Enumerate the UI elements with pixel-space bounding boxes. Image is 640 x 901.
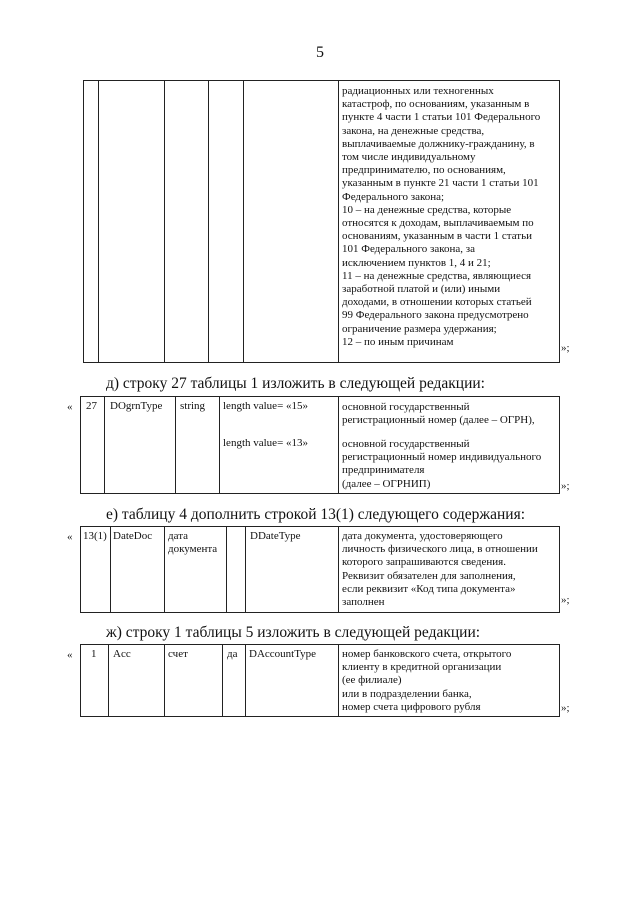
description-line: относятся к доходам, выплачиваемым по	[342, 217, 534, 230]
row-number: 1	[91, 648, 97, 660]
description-ogrn: основной государственный регистрационный номер (далее – ОГРН),	[342, 401, 535, 427]
description-line: ограничение размера удержания;	[342, 322, 497, 335]
description-line: том числе индивидуальному	[342, 151, 476, 164]
opening-quote: «	[67, 401, 73, 413]
closing-quote: »;	[561, 480, 570, 492]
field-name: DateDoc	[113, 530, 153, 542]
field-type: DAccountType	[249, 648, 317, 660]
description-line: выплачиваемые должнику-гражданину, в	[342, 137, 535, 150]
field-type: string	[180, 400, 206, 412]
field-type: DDateType	[250, 530, 301, 542]
page-number: 5	[316, 44, 324, 61]
description-line: доходами, в отношении которых статьей	[342, 296, 532, 309]
closing-quote: »;	[561, 342, 570, 354]
field-description: номер банковского счета, открытого клиенту в кредитной организации (ее филиале) или в подразделении банка, номер счета цифрового рубля	[342, 648, 512, 713]
description-line: 101 Федерального закона, за	[342, 243, 476, 256]
row-number: 27	[86, 400, 97, 412]
description-line: основаниям, указанным в части 1 статьи	[342, 230, 532, 243]
opening-quote: «	[67, 649, 73, 661]
field-name: Acc	[113, 648, 131, 660]
opening-quote: «	[67, 531, 73, 543]
closing-quote: »;	[561, 594, 570, 606]
field-name: DOgrnType	[110, 400, 163, 412]
description-line: указанным в пункте 21 части 1 статьи 101	[342, 177, 539, 190]
closing-quote: »;	[561, 702, 570, 714]
row-number: 13(1)	[83, 530, 107, 542]
description-line: закона, на денежные средства,	[342, 124, 485, 137]
section-d-heading: д) строку 27 таблицы 1 изложить в следующей редакции:	[106, 375, 485, 392]
section-e-heading: е) таблицу 4 дополнить строкой 13(1) следующего содержания:	[106, 506, 526, 523]
description-ogrnip: основной государственный регистрационный номер индивидуального предпринимателя (далее – ОГРНИП)	[342, 438, 542, 490]
section-zh-heading: ж) строку 1 таблицы 5 изложить в следующей редакции:	[106, 624, 481, 641]
description-line: 11 – на денежные средства, являющиеся	[342, 269, 532, 282]
description-line: 99 Федерального закона предусмотрено	[342, 309, 529, 322]
continuation-description-cell	[342, 85, 540, 349]
description-line: исключением пунктов 1, 4 и 21;	[342, 256, 491, 269]
description-line: Федерального закона;	[342, 190, 445, 203]
field-description: дата документа, удостоверяющего личность физического лица, в отношении которого запрашиваются сведения. Реквизит обязателен для заполнения, если реквизит «Код типа документа» заполнен	[342, 530, 538, 609]
description-line: пункте 4 части 1 статьи 101 Федерального	[342, 111, 541, 124]
description-line: предпринимателю, по основаниям,	[342, 164, 506, 177]
description-line: катастроф, по основаниям, указанным в	[342, 98, 530, 111]
restriction-13: length value= «13»	[223, 437, 309, 449]
restriction-15: length value= «15»	[223, 400, 309, 412]
description-line: радиационных или техногенных	[342, 85, 494, 97]
description-line: заработной платой и (или) иными	[342, 283, 501, 296]
required-flag: да	[227, 648, 238, 660]
field-label: счет	[168, 648, 188, 660]
description-line: 10 – на денежные средства, которые	[342, 203, 512, 216]
field-label: дата документа	[168, 530, 218, 556]
description-line: 12 – по иным причинам	[342, 335, 454, 348]
